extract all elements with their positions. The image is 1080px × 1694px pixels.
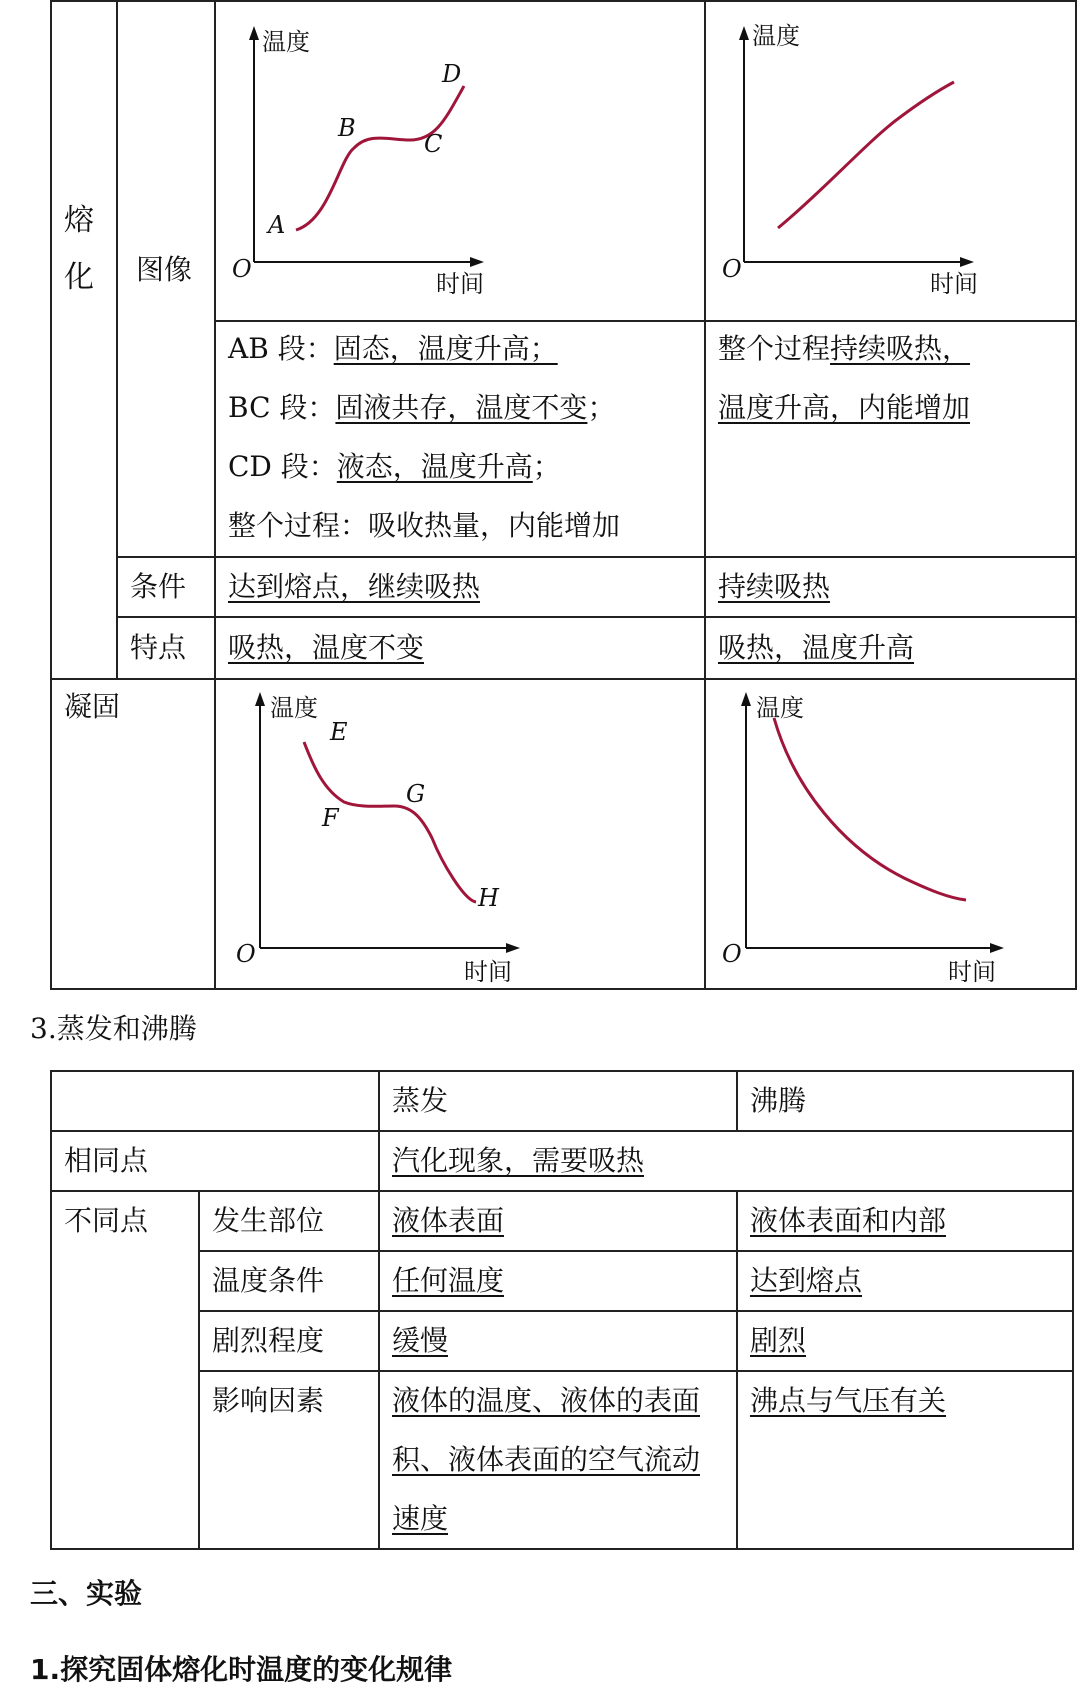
cd-suffix: ；: [532, 450, 561, 483]
section-heading: 三、实验: [30, 1577, 143, 1610]
x-axis-arrow-icon: [506, 943, 520, 953]
cd-segment-desc: [228, 452, 561, 482]
ab-segment-desc: [228, 334, 558, 364]
x-axis-arrow-icon: [470, 257, 484, 267]
same-label: 相同点: [64, 1144, 149, 1177]
x-axis-arrow-icon: [960, 257, 974, 267]
y-axis-arrow-icon: [741, 692, 751, 706]
cd-prefix: CD 段：: [228, 450, 337, 483]
point-e-label: E: [330, 718, 348, 746]
crystal-melting-curve: [296, 86, 464, 230]
melting-row-label-cell: [50, 0, 118, 680]
origin-label: O: [232, 255, 252, 283]
aspect-temperature: 温度条件: [212, 1264, 325, 1297]
diff-label-cell: [50, 1190, 200, 1550]
x-axis-arrow-icon: [990, 943, 1004, 953]
point-d-label: D: [442, 60, 462, 88]
feature-label: 特点: [130, 631, 187, 664]
melting-label-char-1: 熔: [64, 203, 94, 238]
header-boiling: 沸腾: [750, 1084, 807, 1117]
point-c-label: C: [424, 130, 443, 158]
condition-crystal: 达到熔点，继续吸热: [228, 570, 481, 603]
header-empty-cell: [50, 1070, 380, 1132]
y-axis-label: 温度: [262, 28, 310, 56]
solidification-label-cell: [50, 678, 216, 990]
feature-amorphous: 吸热，温度升高: [718, 631, 915, 664]
x-axis-label: 时间: [436, 270, 484, 298]
evaporation-factors-line-3: 速度: [392, 1502, 449, 1535]
origin-label: O: [722, 255, 742, 283]
amorphous-solidification-graph: [704, 678, 1077, 990]
y-axis-label: 温度: [756, 694, 804, 722]
cd-value: 液态，温度升高: [336, 450, 533, 483]
aspect-factors: 影响因素: [212, 1384, 325, 1417]
section-3-title: 3.蒸发和沸腾: [30, 1012, 197, 1045]
bc-value: 固液共存，温度不变: [335, 391, 588, 424]
aspect-intensity: 剧烈程度: [212, 1324, 325, 1357]
boiling-factors: 沸点与气压有关: [750, 1384, 947, 1417]
bc-suffix: ；: [587, 391, 616, 424]
crystal-solidification-graph: [214, 678, 706, 990]
condition-label: 条件: [130, 570, 187, 603]
ab-prefix: AB 段：: [228, 332, 334, 365]
point-h-label: H: [478, 884, 499, 912]
y-axis-arrow-icon: [249, 26, 259, 40]
y-axis-arrow-icon: [255, 692, 265, 706]
melting-label-char-2: 化: [64, 260, 94, 295]
point-a-label: A: [268, 211, 286, 239]
x-axis-label: 时间: [930, 270, 978, 298]
ab-value: 固态，温度升高；: [333, 332, 558, 365]
x-axis-label: 时间: [464, 958, 512, 986]
boiling-intensity: 剧烈: [750, 1324, 807, 1357]
boiling-location: 液体表面和内部: [750, 1204, 947, 1237]
y-axis-arrow-icon: [739, 26, 749, 40]
feature-crystal: 吸热，温度不变: [228, 631, 425, 664]
y-axis-label: 温度: [270, 694, 318, 722]
experiment-title: 1.探究固体熔化时温度的变化规律: [30, 1653, 453, 1686]
image-label: 图像: [136, 253, 193, 286]
whole-process-desc: 整个过程：吸收热量，内能增加: [228, 509, 621, 542]
solidification-label: 凝固: [64, 690, 121, 723]
x-axis-label: 时间: [948, 958, 996, 986]
amorphous-desc-line-1: [718, 334, 970, 364]
header-evaporation: 蒸发: [392, 1084, 449, 1117]
evaporation-factors-line-2: 积、液体表面的空气流动: [392, 1443, 701, 1476]
same-value: 汽化现象，需要吸热: [392, 1144, 645, 1177]
y-axis-label: 温度: [752, 22, 800, 50]
bc-segment-desc: [228, 393, 615, 423]
crystal-melting-graph: [214, 0, 706, 322]
evaporation-location: 液体表面: [392, 1204, 505, 1237]
point-b-label: B: [338, 114, 356, 142]
amorphous-solidification-curve: [774, 718, 966, 900]
boiling-temperature: 达到熔点: [750, 1264, 863, 1297]
amorphous-desc-prefix: 整个过程: [718, 332, 831, 365]
origin-label: O: [236, 940, 256, 968]
point-g-label: G: [406, 780, 426, 808]
condition-amorphous: 持续吸热: [718, 570, 831, 603]
evaporation-temperature: 任何温度: [392, 1264, 505, 1297]
amorphous-melting-curve: [778, 82, 954, 228]
amorphous-melting-graph: [704, 0, 1077, 322]
diff-label: 不同点: [64, 1204, 149, 1237]
point-f-label: F: [322, 804, 339, 832]
origin-label: O: [722, 940, 742, 968]
bc-prefix: BC 段：: [228, 391, 336, 424]
amorphous-desc-line-2: 温度升高，内能增加: [718, 391, 971, 424]
aspect-location: 发生部位: [212, 1204, 325, 1237]
evaporation-intensity: 缓慢: [392, 1324, 449, 1357]
amorphous-desc-value-1: 持续吸热，: [830, 332, 971, 365]
evaporation-factors-line-1: 液体的温度、液体的表面: [392, 1384, 701, 1417]
